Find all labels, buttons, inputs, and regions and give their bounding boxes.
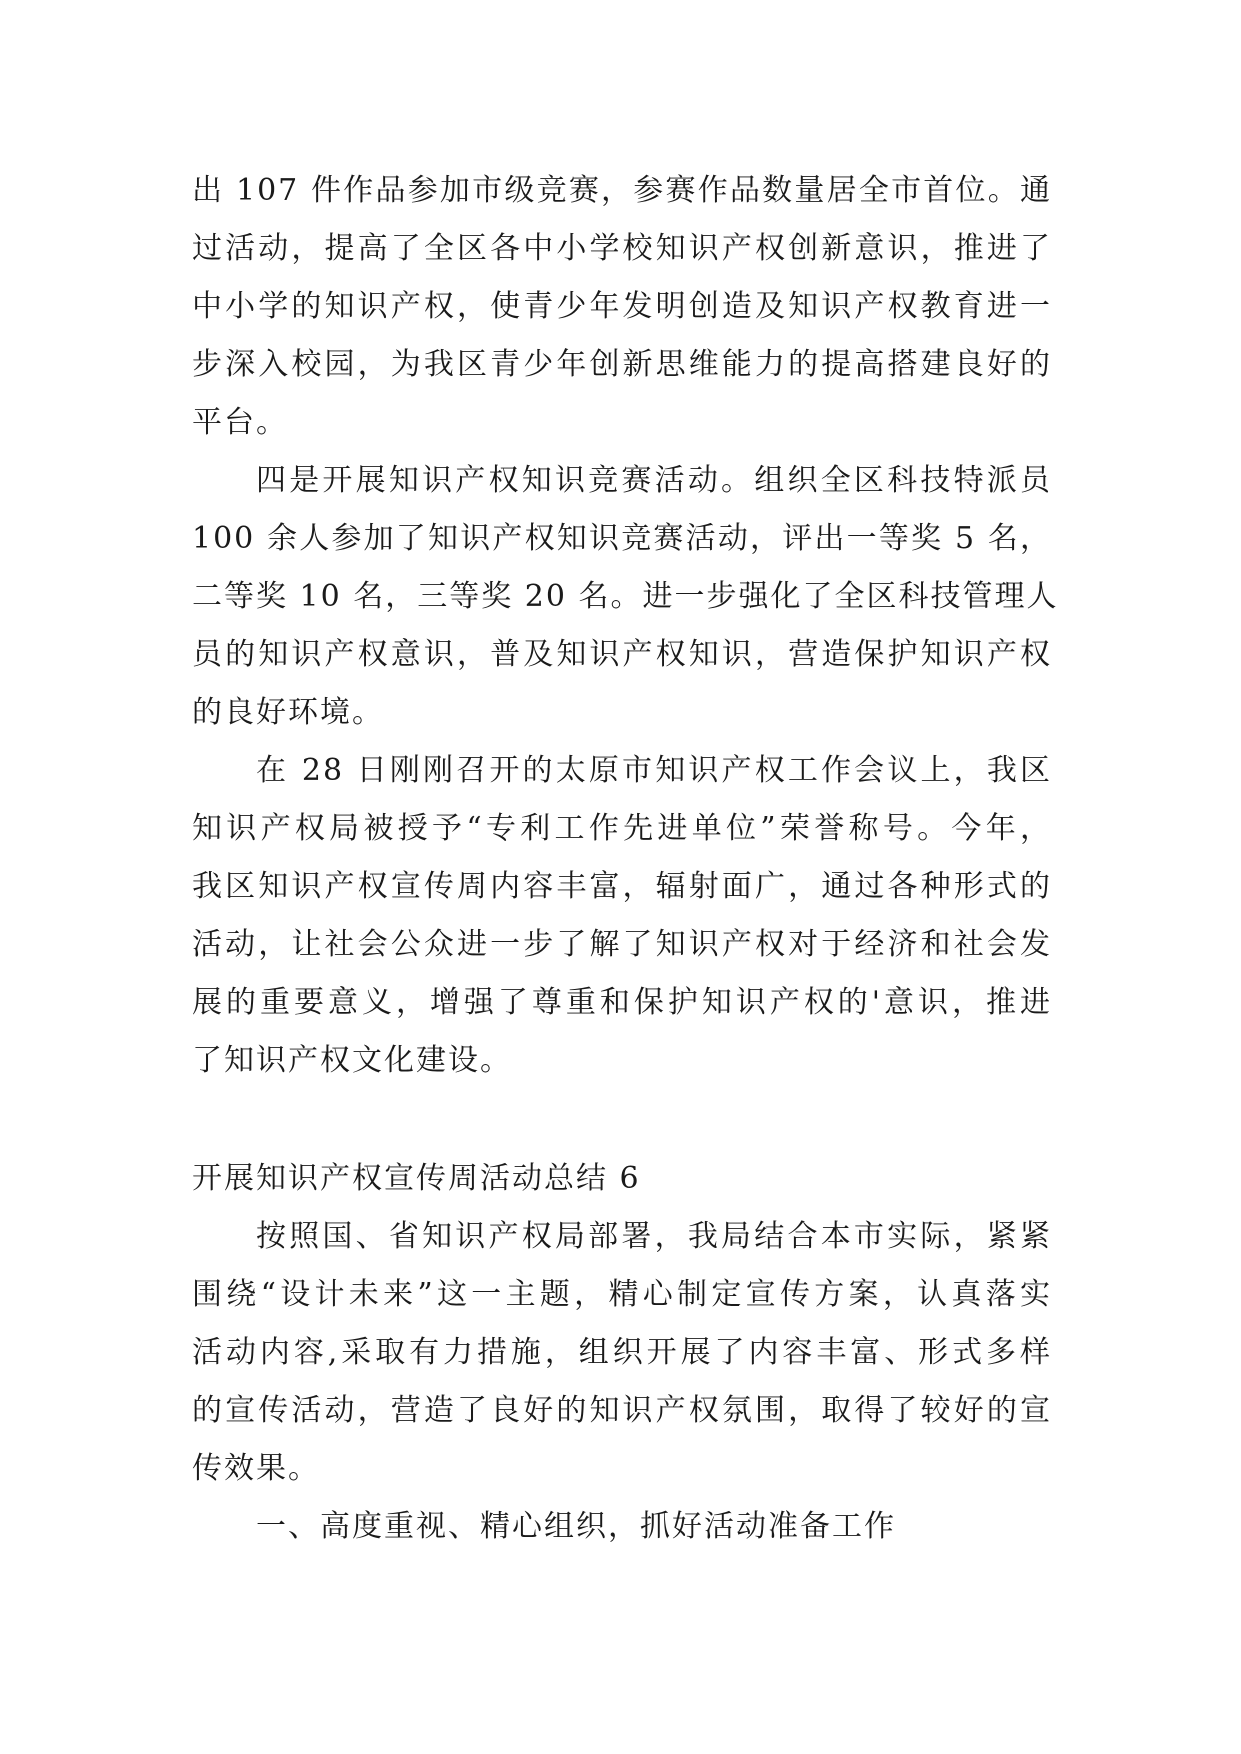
paragraph-line: 按照国、省知识产权局部署，我局结合本市实际，紧紧	[256, 1219, 1052, 1254]
paragraph-line: 二等奖 10 名，三等奖 20 名。进一步强化了全区科技管理人	[192, 579, 1059, 614]
paragraph-line: 的良好环境。	[192, 695, 384, 730]
paragraph-line: 步深入校园，为我区青少年创新思维能力的提高搭建良好的	[192, 347, 1052, 382]
paragraph-line: 的宣传活动，营造了良好的知识产权氛围，取得了较好的宣	[192, 1393, 1052, 1428]
paragraph-line: 员的知识产权意识，普及知识产权知识，营造保护知识产权	[192, 637, 1052, 672]
paragraph-line: 四是开展知识产权知识竞赛活动。组织全区科技特派员	[256, 463, 1052, 498]
paragraph-line: 活动内容,采取有力措施，组织开展了内容丰富、形式多样	[192, 1335, 1052, 1370]
paragraph-line: 出 107 件作品参加市级竞赛，参赛作品数量居全市首位。通	[192, 173, 1052, 208]
paragraph-line: 传效果。	[192, 1451, 320, 1486]
paragraph-line: 知识产权局被授予“专利工作先进单位”荣誉称号。今年，	[192, 811, 1052, 846]
paragraph-line: 围绕“设计未来”这一主题，精心制定宣传方案，认真落实	[192, 1277, 1052, 1312]
paragraph-line: 过活动，提高了全区各中小学校知识产权创新意识，推进了	[192, 231, 1052, 266]
paragraph-line: 活动，让社会公众进一步了解了知识产权对于经济和社会发	[192, 927, 1052, 962]
paragraph-line: 在 28 日刚刚召开的太原市知识产权工作会议上，我区	[256, 753, 1052, 788]
paragraph-line: 中小学的知识产权，使青少年发明创造及知识产权教育进一	[192, 289, 1052, 324]
paragraph-line: 了知识产权文化建设。	[192, 1043, 512, 1078]
section-title: 开展知识产权宣传周活动总结 6	[192, 1161, 641, 1196]
section-heading: 一、高度重视、精心组织，抓好活动准备工作	[256, 1509, 896, 1544]
paragraph-line: 平台。	[192, 405, 288, 440]
paragraph-line: 展的重要意义，增强了尊重和保护知识产权的'意识，推进	[192, 985, 1052, 1020]
paragraph-line: 我区知识产权宣传周内容丰富，辐射面广，通过各种形式的	[192, 869, 1052, 904]
paragraph-line: 100 余人参加了知识产权知识竞赛活动，评出一等奖 5 名，	[192, 521, 1052, 556]
